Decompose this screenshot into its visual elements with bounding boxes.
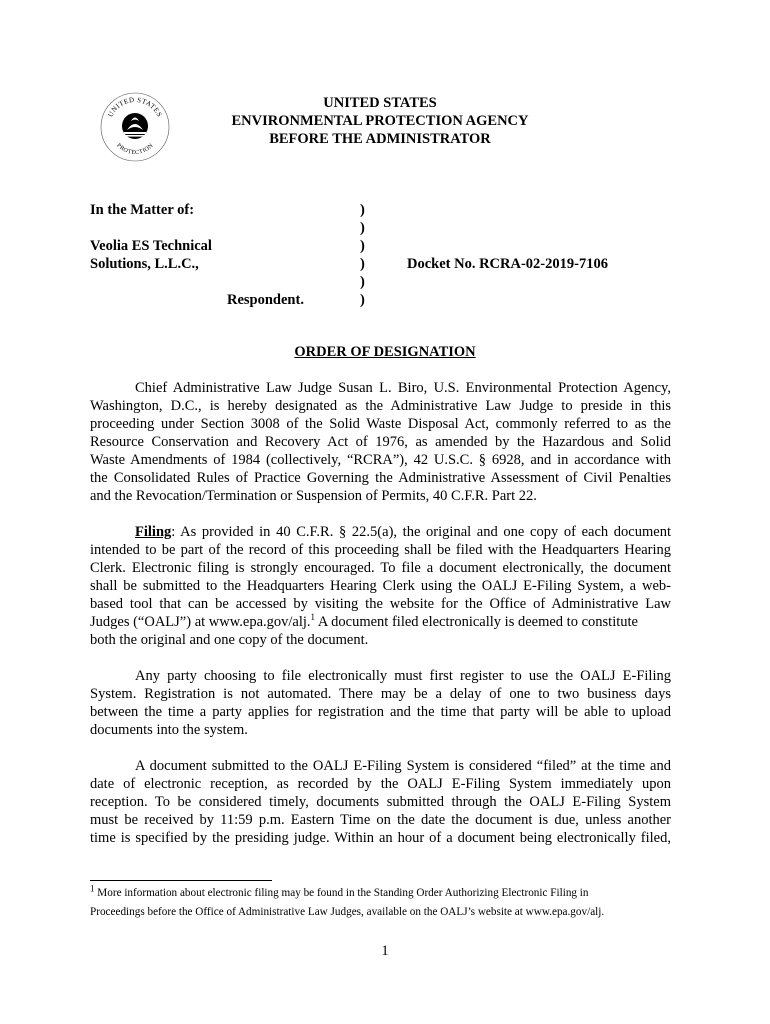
paragraph-line: Resource Conservation and Recovery Act of 1976, as amended by the Hazardous and Solid [90, 434, 671, 450]
caption-paren: ) [360, 256, 365, 272]
paragraph-line: both the original and one copy of the document. [90, 632, 369, 648]
header-line-2: ENVIRONMENTAL PROTECTION AGENCY [231, 113, 529, 129]
footnote-text: More information about electronic filing may be found in the Standing Order Authorizing Electronic Filing in [94, 887, 589, 899]
paragraph-line: based tool that can be accessed by visiting the website for the Office of Administrative Law [90, 596, 671, 612]
footnote-reference[interactable]: 1 [310, 612, 316, 623]
paragraph-line: time is specified by the presiding judge. Within an hour of a document being electronically filed, [90, 830, 671, 846]
footnote [90, 884, 690, 922]
paragraph-line: and the Revocation/Termination or Suspension of Permits, 40 C.F.R. Part 22. [90, 488, 537, 504]
paragraph-line: proceeding under Section 3008 of the Solid Waste Disposal Act, commonly referred to as the [90, 416, 671, 432]
paragraph-line: reception. To be considered timely, documents submitted through the OALJ E-Filing System [90, 794, 671, 810]
footnote-divider [90, 880, 272, 881]
respondent-label: Respondent. [227, 292, 304, 308]
caption-paren: ) [360, 220, 365, 236]
paragraph-designation [90, 379, 671, 505]
paragraph-timing [90, 757, 671, 847]
paragraph-line [90, 523, 671, 541]
matter-label: In the Matter of: [90, 202, 195, 218]
seal-bottom-text: PROTECTION [115, 142, 155, 157]
order-title: ORDER OF DESIGNATION [294, 344, 476, 360]
paragraph-text: Judges (“OALJ”) at www.epa.gov/alj. [90, 614, 311, 630]
paragraph-filing [90, 523, 671, 649]
paragraph-line: Waste Amendments of 1984 (collectively, “RCRA”), 42 U.S.C. § 6928, and in accordance with [90, 452, 671, 468]
header-line-1: UNITED STATES [323, 95, 437, 111]
page-number: 1 [381, 943, 389, 959]
header-line-3: BEFORE THE ADMINISTRATOR [269, 131, 491, 147]
paragraph-line: between the time a party applies for registration and the time that party will be able to upload [90, 704, 671, 720]
caption-paren: ) [360, 292, 365, 308]
footnote-line: Proceedings before the Office of Administrative Law Judges, available on the OALJ’s website at www.epa.gov/alj. [90, 906, 605, 918]
paragraph-line: Clerk. Electronic filing is strongly encouraged. To file a document electronically, the document [90, 560, 671, 576]
filing-heading: Filing [135, 524, 172, 540]
paragraph-line: the Consolidated Rules of Practice Governing the Administrative Assessment of Civil Penalties [90, 470, 671, 486]
paragraph-text: A document filed electronically is deemed to constitute [315, 614, 638, 630]
paragraph-line: System. Registration is not automated. There may be a delay of one to two business days [90, 686, 671, 702]
respondent-name-line-2: Solutions, L.L.C., [90, 256, 199, 272]
paragraph-line: shall be submitted to the Headquarters Hearing Clerk using the OALJ E-Filing System, a web- [90, 578, 671, 594]
paragraph-line: documents into the system. [90, 722, 248, 738]
footnote-line [90, 884, 690, 903]
paragraph-line: Chief Administrative Law Judge Susan L. Biro, U.S. Environmental Protection Agency, [135, 380, 671, 396]
caption-paren: ) [360, 238, 365, 254]
footnote-number: 1 [90, 883, 95, 894]
svg-text:PROTECTION [115, 143, 155, 157]
respondent-name-line-1: Veolia ES Technical [90, 238, 212, 254]
docket-number: Docket No. RCRA-02-2019-7106 [407, 256, 608, 272]
paragraph-line: date of electronic reception, as recorded by the OALJ E-Filing System immediately upon [90, 776, 671, 792]
paragraph-line: Washington, D.C., is hereby designated as the Administrative Law Judge to preside in this [90, 398, 671, 414]
paragraph-line: must be received by 11:59 p.m. Eastern Time on the date the document is due, unless another [90, 812, 671, 828]
paragraph-line [90, 613, 671, 631]
caption-parentheses [360, 201, 365, 309]
paragraph-line: A document submitted to the OALJ E-Filing System is considered “filed” at the time and [135, 758, 671, 774]
caption-paren: ) [360, 202, 365, 218]
paragraph-line: Any party choosing to file electronically must first register to use the OALJ E-Filing [135, 668, 671, 684]
seal-top-text: UNITED STATES [106, 95, 164, 119]
paragraph-line: intended to be part of the record of this proceeding shall be filed with the Headquarters Hearing [90, 542, 671, 558]
caption-paren: ) [360, 274, 365, 290]
paragraph-registration [90, 667, 671, 739]
paragraph-text: : As provided in 40 C.F.R. § 22.5(a), the original and one copy of each document [171, 524, 671, 540]
